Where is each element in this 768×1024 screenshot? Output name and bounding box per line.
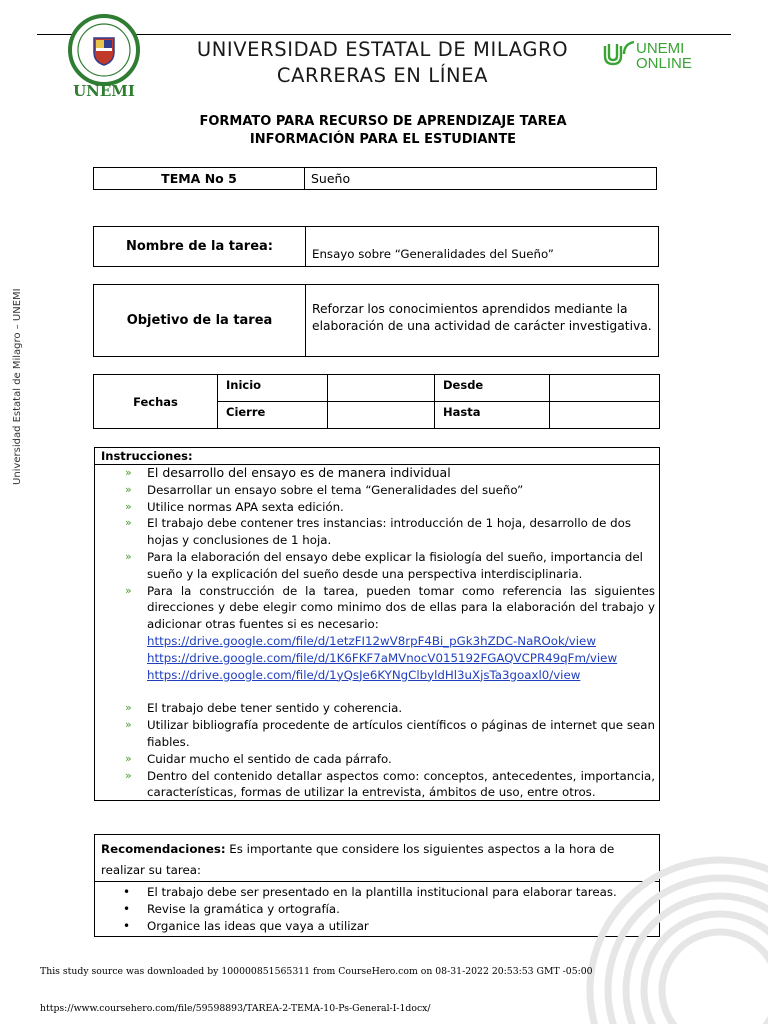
nombre-label: Nombre de la tarea: [94, 227, 306, 267]
bullet-dot-icon: • [123, 885, 131, 899]
university-name: UNIVERSIDAD ESTATAL DE MILAGRO [196, 38, 569, 61]
bullet-arrow-icon: » [125, 466, 132, 479]
tema-label: TEMA No 5 [94, 168, 305, 190]
list-item: » Para la construcción de la tarea, pueden tomar como referencia las siguientes direcciones y debe elegir como minimo dos de ellas para la elaboración del trabajo y adicionar otras fuentes si es necesario: https://drive.google.com/file/d/1etzFI12wV8rpF4Bi_pGk3hZDC-NaROok/view https://drive.google.com/file/d/1K6FKF7aMVnocV015192FGAQVCPR49qFm/view https://drive.google.com/file/d/1yQsJe6KYNgClbyldHl3uXjsTa3goaxl0/view [125, 583, 655, 682]
list-item: » Desarrollar un ensayo sobre el tema “Generalidades del sueño” [125, 482, 524, 497]
fechas-inicio-value[interactable] [328, 375, 435, 402]
objetivo-value: Reforzar los conocimientos aprendidos mediante la elaboración de una actividad de carácter investigativa. [306, 285, 659, 357]
unemi-online-logo [600, 38, 715, 72]
fechas-desde-label: Desde [435, 375, 550, 402]
form-title-line1: FORMATO PARA RECURSO DE APRENDIZAJE TAREA [199, 114, 567, 129]
list-item: • Organice las ideas que vaya a utilizar [123, 918, 369, 933]
bullet-arrow-icon: » [125, 499, 132, 513]
instructions-list [95, 465, 659, 801]
list-item: » El desarrollo del ensayo es de manera individual [125, 465, 451, 480]
reference-link-1[interactable]: https://drive.google.com/file/d/1etzFI12wV8rpF4Bi_pGk3hZDC-NaROok/view [147, 633, 596, 648]
bullet-arrow-icon: » [125, 768, 132, 782]
list-item: • El trabajo debe ser presentado en la plantilla institucional para elaborar tareas. [123, 885, 617, 899]
decorative-arcs [560, 820, 768, 1024]
list-item: » Para la elaboración del ensayo debe explicar la fisiología del sueño, importancia del sueño y la explicación del sueño desde una perspectiva interdisciplinaria. [125, 549, 643, 581]
reference-link-2[interactable]: https://drive.google.com/file/d/1K6FKF7aMVnocV015192FGAQVCPR49qFm/view [147, 650, 618, 665]
fechas-hasta-value[interactable] [550, 402, 660, 429]
bullet-arrow-icon: » [125, 751, 132, 765]
list-item: » El trabajo debe contener tres instancias: introducción de 1 hoja, desarrollo de dos hojas y conclusiones de 1 hoja. [125, 516, 631, 548]
campus-subtitle: CARRERAS EN LÍNEA [276, 64, 489, 87]
university-heading [160, 37, 605, 89]
list-item: • Revise la gramática y ortografía. [123, 901, 340, 916]
bullet-dot-icon: • [123, 901, 131, 916]
logo-brand-text: UNEMI [73, 82, 135, 100]
fechas-desde-value[interactable] [550, 375, 660, 402]
logo-online-line2: ONLINE [636, 55, 692, 72]
form-title-line2: INFORMACIÓN PARA EL ESTUDIANTE [249, 132, 517, 147]
list-item: » El trabajo debe tener sentido y coherencia. [125, 701, 403, 716]
bullet-arrow-icon: » [125, 516, 132, 530]
instructions-title: Instrucciones: [95, 448, 659, 465]
reference-link-3[interactable]: https://drive.google.com/file/d/1yQsJe6KYNgClbyldHl3uXjsTa3goaxl0/view [147, 667, 581, 682]
objetivo-table [93, 284, 659, 357]
list-item: » Utilizar bibliografía procedente de artículos científicos o páginas de internet que sean fiables. [125, 718, 655, 749]
unemi-seal-logo [58, 12, 158, 102]
bullet-arrow-icon: » [125, 701, 132, 715]
fechas-table [93, 374, 660, 429]
recommendations-title: Recomendaciones: [101, 842, 226, 856]
instructions-box [94, 447, 660, 801]
bullet-arrow-icon: » [125, 549, 132, 563]
list-item: » Dentro del contenido detallar aspectos como: conceptos, antecedentes, importancia, características, formas de utilizar la entrevista, ámbitos de uso, entre otros. [125, 768, 655, 800]
bullet-arrow-icon: » [125, 583, 132, 597]
fechas-hasta-label: Hasta [435, 402, 550, 429]
objetivo-label: Objetivo de la tarea [94, 285, 306, 357]
fechas-cierre-value[interactable] [328, 402, 435, 429]
tema-table [93, 167, 657, 190]
bullet-arrow-icon: » [125, 718, 132, 732]
list-spacer [95, 683, 659, 700]
nombre-value: Ensayo sobre “Generalidades del Sueño” [306, 227, 659, 267]
bullet-arrow-icon: » [125, 482, 132, 496]
form-title [90, 113, 676, 149]
tema-value: Sueño [305, 168, 657, 190]
footer-download-note: This study source was downloaded by 100000851565311 from CourseHero.com on 08-31-2022 20:53:53 GMT -05:00 [40, 966, 593, 977]
side-watermark-text: Universidad Estatal de Milagro – UNEMI [12, 288, 23, 485]
nombre-table [93, 226, 659, 267]
fechas-inicio-label: Inicio [218, 375, 328, 402]
footer-source-url: https://www.coursehero.com/file/59598893/TAREA-2-TEMA-10-Ps-General-I-1docx/ [40, 1003, 431, 1014]
list-item: » Cuidar mucho el sentido de cada párrafo. [125, 751, 392, 766]
list-item: » Utilice normas APA sexta edición. [125, 499, 344, 514]
fechas-label: Fechas [94, 375, 218, 429]
fechas-cierre-label: Cierre [218, 402, 328, 429]
logo-online-line1: UNEMI [636, 40, 685, 57]
bullet-dot-icon: • [123, 918, 131, 933]
recommendations-intro: Es importante que considere los siguientes aspectos a la hora de realizar su tarea: [101, 842, 615, 877]
